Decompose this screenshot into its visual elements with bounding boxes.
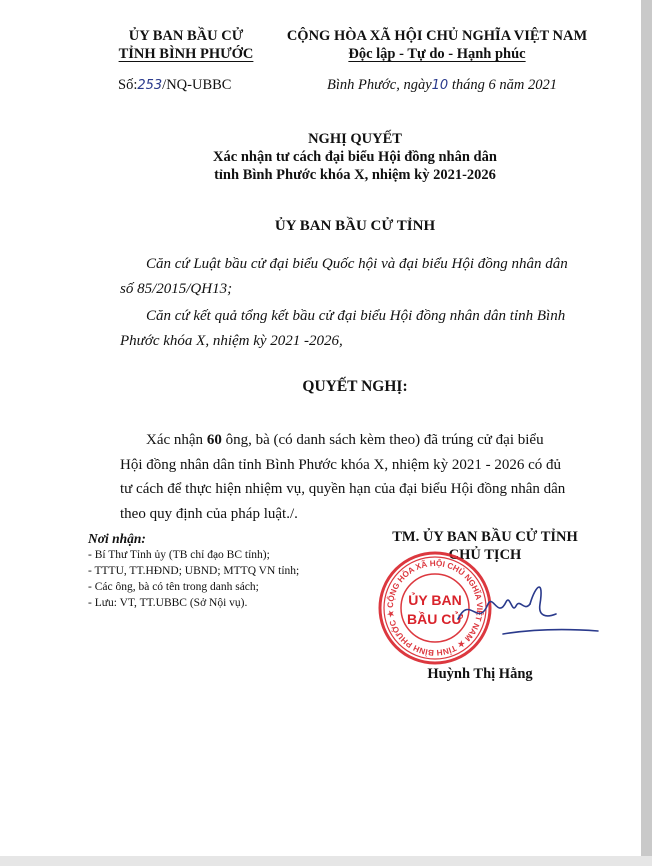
- recipient-item: - Các ông, bà có tên trong danh sách;: [88, 581, 259, 593]
- decision-body: [120, 428, 620, 526]
- decision-line: tư cách để thực hiện nhiệm vụ, quyền hạn của đại biểu Hội đồng nhân dân: [120, 481, 566, 497]
- place-date: Bình Phước, ngày10 tháng 6 năm 2021: [327, 77, 557, 93]
- recipient-item: - Bí Thư Tỉnh ủy (TB chỉ đạo BC tỉnh);: [88, 549, 270, 561]
- signature-position: CHỦ TỊCH: [448, 547, 522, 563]
- preamble-line: số 85/2015/QH13;: [120, 280, 233, 297]
- scan-edge-bottom: [0, 856, 652, 866]
- recipient-item: - Lưu: VT, TT.UBBC (Sở Nội vụ).: [88, 597, 248, 609]
- title-line3: tỉnh Bình Phước khóa X, nhiệm kỳ 2021-2026: [214, 167, 496, 183]
- issuing-authority: [100, 27, 272, 63]
- issuing-authority-line1: ỦY BAN BẦU CỬ: [128, 28, 244, 44]
- handwritten-day: 10: [431, 78, 449, 93]
- issuer-heading: ỦY BAN BẦU CỬ TỈNH: [274, 218, 436, 234]
- document-title: [100, 130, 610, 184]
- title-line2: Xác nhận tư cách đại biểu Hội đồng nhân dân: [213, 149, 497, 165]
- decide-heading: QUYẾT NGHỊ:: [302, 378, 408, 395]
- decision-line: theo quy định của pháp luật./.: [120, 505, 298, 522]
- decision-line: Xác nhận 60 ông, bà (có danh sách kèm theo) đã trúng cử đại biểu: [146, 432, 544, 448]
- preamble: [120, 252, 620, 353]
- elected-count: 60: [206, 432, 222, 448]
- preamble-line: Căn cứ kết quả tổng kết bầu cử đại biểu Hội đồng nhân dân tỉnh Bình: [146, 308, 566, 324]
- handwritten-number: 253: [137, 78, 163, 93]
- signer-name: Huỳnh Thị Hằng: [427, 666, 533, 682]
- seal-ring-text: CỘNG HÒA XÃ HỘI CHỦ NGHĨA VIỆT NAM ★ TỈNH BÌNH PHƯỚC ★: [385, 558, 485, 658]
- issuing-authority-line2: TỈNH BÌNH PHƯỚC: [118, 46, 254, 62]
- motto: Độc lập - Tự do - Hạnh phúc: [348, 46, 526, 62]
- preamble-line: Căn cứ Luật bầu cử đại biểu Quốc hội và đại biểu Hội đồng nhân dân: [146, 256, 568, 272]
- decision-line: Hội đồng nhân dân tỉnh Bình Phước khóa X, nhiệm kỳ 2021 - 2026 có đủ: [120, 456, 562, 473]
- signature-on-behalf: TM. ỦY BAN BẦU CỬ TỈNH: [392, 529, 578, 545]
- title-line1: NGHỊ QUYẾT: [308, 131, 402, 147]
- national-title: CỘNG HÒA XÃ HỘI CHỦ NGHĨA VIỆT NAM: [286, 28, 588, 44]
- national-motto: [272, 27, 602, 63]
- recipients: [88, 531, 378, 611]
- scan-edge-right: [641, 0, 652, 866]
- handwritten-signature-icon: [448, 574, 608, 654]
- document-number: Số:253/NQ-UBBC: [118, 77, 232, 93]
- seal-center-line1: ỦY BAN: [408, 592, 462, 608]
- seal-center-line2: BẦU CỬ: [407, 611, 463, 627]
- recipient-item: - TTTU, TT.HĐND; UBND; MTTQ VN tỉnh;: [88, 565, 300, 577]
- preamble-line: Phước khóa X, nhiệm kỳ 2021 -2026,: [120, 332, 343, 349]
- recipients-heading: Nơi nhận:: [88, 531, 146, 546]
